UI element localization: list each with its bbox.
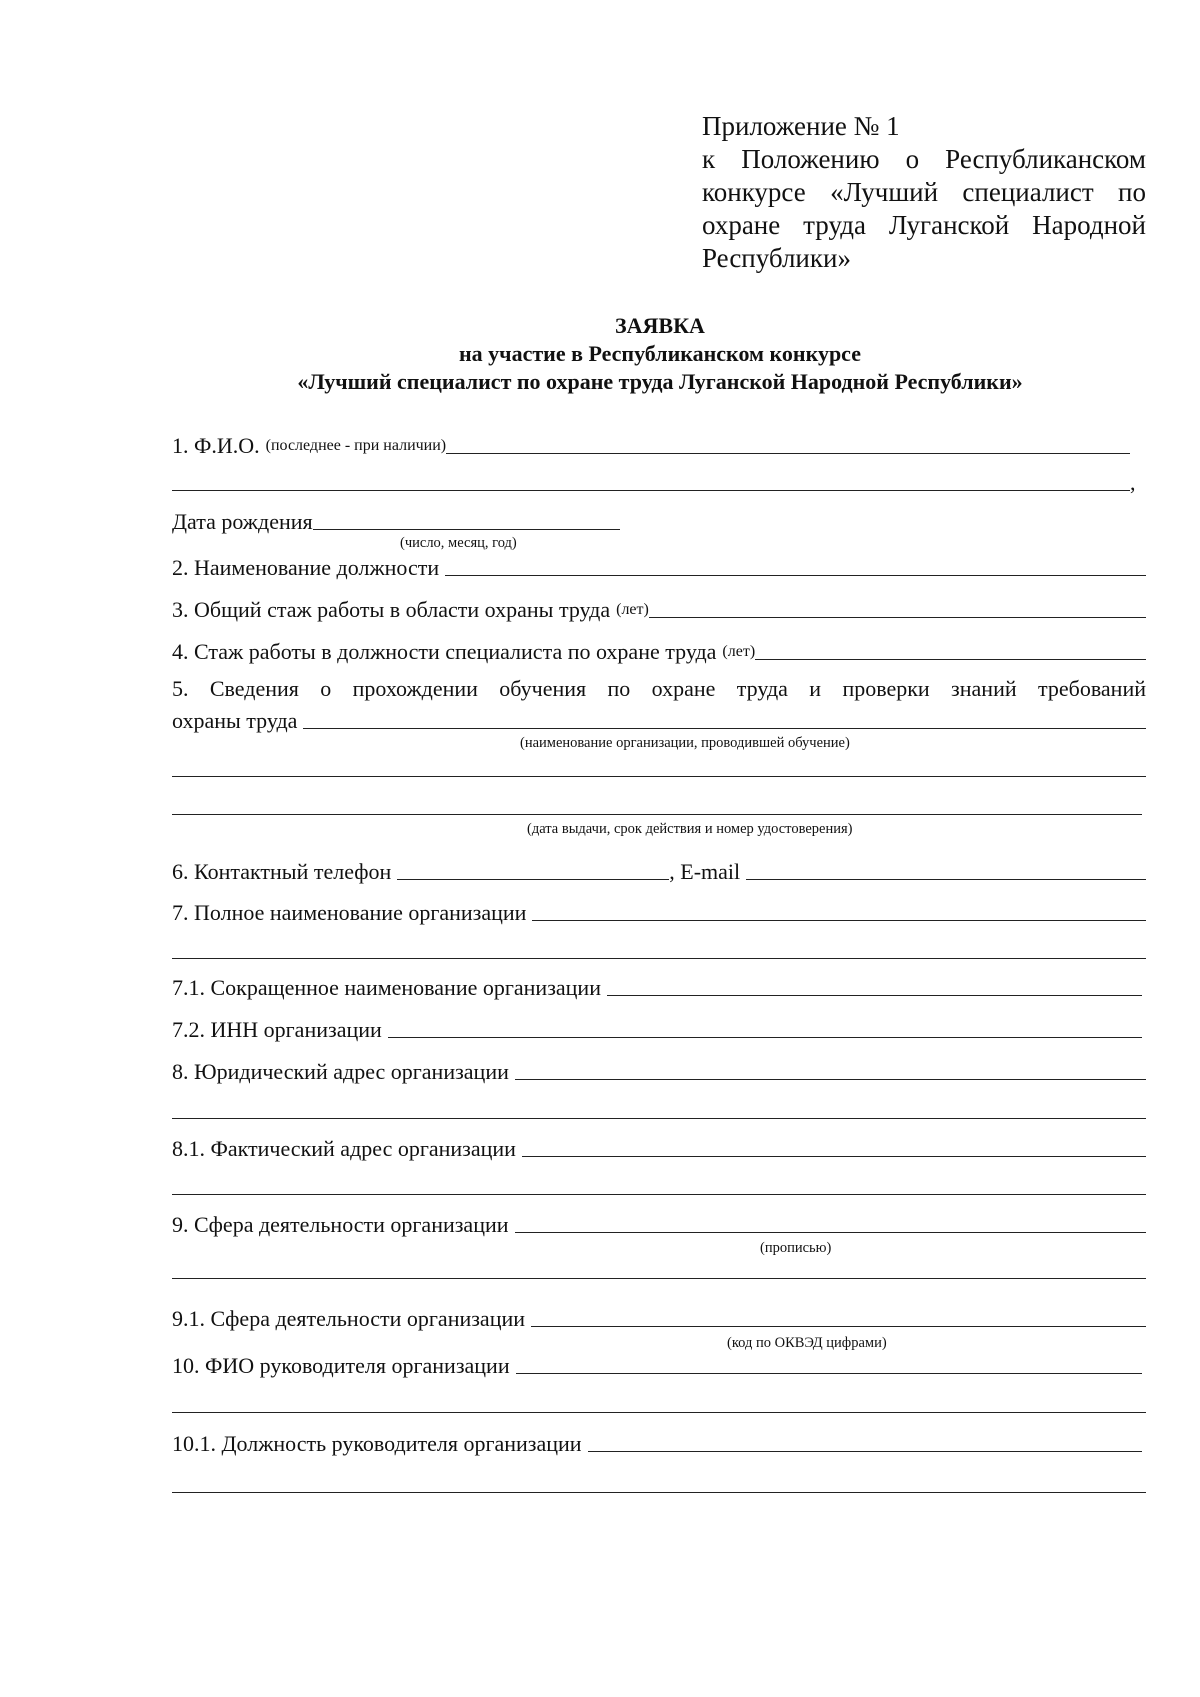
field-head-name-line[interactable] bbox=[516, 1373, 1142, 1374]
document-title: ЗАЯВКА bbox=[615, 313, 705, 338]
field-email-line[interactable] bbox=[746, 879, 1146, 880]
field-org-inn[interactable] bbox=[172, 1012, 1142, 1042]
field-training-description: 5. Сведения о прохождении обучения по охране труда и проверки знаний требований bbox=[172, 676, 1146, 701]
field-training-line-2[interactable] bbox=[172, 776, 1146, 777]
field-actual-address-label: 8.1. Фактический адрес организации bbox=[172, 1136, 516, 1161]
field-total-experience-label: 3. Общий стаж работы в области охраны труда bbox=[172, 597, 611, 622]
field-actual-address-line-2[interactable] bbox=[172, 1194, 1146, 1195]
field-position-label: 2. Наименование должности bbox=[172, 555, 440, 580]
field-legal-address-line[interactable] bbox=[515, 1079, 1146, 1080]
field-head-name-line-2[interactable] bbox=[172, 1412, 1146, 1413]
field-activity-sphere[interactable] bbox=[172, 1207, 1146, 1237]
field-birth-date-line[interactable] bbox=[313, 529, 620, 530]
field-position[interactable] bbox=[172, 550, 1146, 580]
field-birth-date-hint: (число, месяц, год) bbox=[400, 535, 517, 551]
field-actual-address[interactable] bbox=[172, 1131, 1146, 1161]
field-training-line[interactable] bbox=[303, 728, 1146, 729]
document-subtitle: на участие в Республиканском конкурсе bbox=[459, 341, 861, 366]
field-org-short-name-label: 7.1. Сокращенное наименование организации bbox=[172, 975, 601, 1000]
field-phone-label: 6. Контактный телефон bbox=[172, 859, 392, 884]
field-activity-code-label: 9.1. Сфера деятельности организации bbox=[172, 1306, 526, 1331]
field-head-position-line-2[interactable] bbox=[172, 1492, 1146, 1493]
field-legal-address-line-2[interactable] bbox=[172, 1118, 1146, 1119]
field-training-hint-cert: (дата выдачи, срок действия и номер удостоверения) bbox=[527, 821, 853, 837]
field-total-experience[interactable] bbox=[172, 592, 1146, 622]
field-head-position-label: 10.1. Должность руководителя организации bbox=[172, 1431, 582, 1456]
field-activity-code[interactable] bbox=[172, 1301, 1146, 1331]
field-contacts[interactable] bbox=[172, 854, 1146, 884]
appendix-reference: к Положению о Республиканском конкурсе «Лучший специалист по охране труда Луганской Народной bbox=[702, 144, 1146, 240]
appendix-number: Приложение № 1 bbox=[702, 111, 900, 141]
field-fio-label: 1. Ф.И.О. bbox=[172, 433, 260, 458]
field-activity-sphere-line-2[interactable] bbox=[172, 1278, 1146, 1279]
field-birth-date[interactable] bbox=[172, 504, 620, 534]
field-email-label: , E-mail bbox=[669, 859, 741, 884]
field-total-experience-unit: (лет) bbox=[616, 601, 649, 618]
appendix-reference-end: Республики» bbox=[702, 243, 851, 273]
field-activity-code-line[interactable] bbox=[531, 1326, 1146, 1327]
field-fio[interactable] bbox=[172, 428, 1130, 458]
appendix-header bbox=[702, 110, 1146, 275]
field-head-name-label: 10. ФИО руководителя организации bbox=[172, 1353, 510, 1378]
field-total-experience-line[interactable] bbox=[649, 617, 1146, 618]
field-activity-sphere-label: 9. Сфера деятельности организации bbox=[172, 1212, 509, 1237]
contest-name: «Лучший специалист по охране труда Луганской Народной Республики» bbox=[297, 369, 1023, 394]
field-org-full-name-line-2[interactable] bbox=[172, 958, 1146, 959]
field-position-experience-line[interactable] bbox=[755, 659, 1146, 660]
field-legal-address[interactable] bbox=[172, 1054, 1146, 1084]
field-position-experience-unit: (лет) bbox=[722, 643, 756, 660]
field-birth-date-label: Дата рождения bbox=[172, 509, 313, 534]
field-org-short-name[interactable] bbox=[172, 970, 1142, 1000]
field-fio-comma: , bbox=[1130, 470, 1136, 495]
field-training-label: охраны труда bbox=[172, 708, 298, 733]
field-org-full-name-label: 7. Полное наименование организации bbox=[172, 900, 527, 925]
field-org-inn-label: 7.2. ИНН организации bbox=[172, 1017, 382, 1042]
field-org-short-name-line[interactable] bbox=[607, 995, 1142, 996]
field-actual-address-line[interactable] bbox=[522, 1156, 1146, 1157]
field-fio-line[interactable] bbox=[446, 453, 1130, 454]
field-fio-note: (последнее - при наличии) bbox=[265, 437, 447, 454]
field-fio-line-2[interactable] bbox=[172, 490, 1130, 491]
field-training[interactable] bbox=[172, 703, 1146, 733]
field-position-experience[interactable] bbox=[172, 634, 1146, 664]
field-org-full-name[interactable] bbox=[172, 895, 1146, 925]
field-legal-address-label: 8. Юридический адрес организации bbox=[172, 1059, 509, 1084]
field-activity-sphere-line[interactable] bbox=[515, 1232, 1146, 1233]
field-activity-sphere-hint: (прописью) bbox=[760, 1240, 832, 1256]
field-activity-code-hint: (код по ОКВЭД цифрами) bbox=[727, 1335, 887, 1351]
field-head-position[interactable] bbox=[172, 1426, 1142, 1456]
field-org-full-name-line[interactable] bbox=[532, 920, 1146, 921]
field-training-hint-org: (наименование организации, проводившей обучение) bbox=[520, 735, 850, 751]
field-head-position-line[interactable] bbox=[588, 1451, 1142, 1452]
field-position-line[interactable] bbox=[445, 575, 1146, 576]
field-training-line-3[interactable] bbox=[172, 814, 1142, 815]
field-position-experience-label: 4. Стаж работы в должности специалиста по охране труда bbox=[172, 639, 717, 664]
field-head-name[interactable] bbox=[172, 1348, 1142, 1378]
field-org-inn-line[interactable] bbox=[388, 1037, 1142, 1038]
field-phone-line[interactable] bbox=[397, 879, 669, 880]
